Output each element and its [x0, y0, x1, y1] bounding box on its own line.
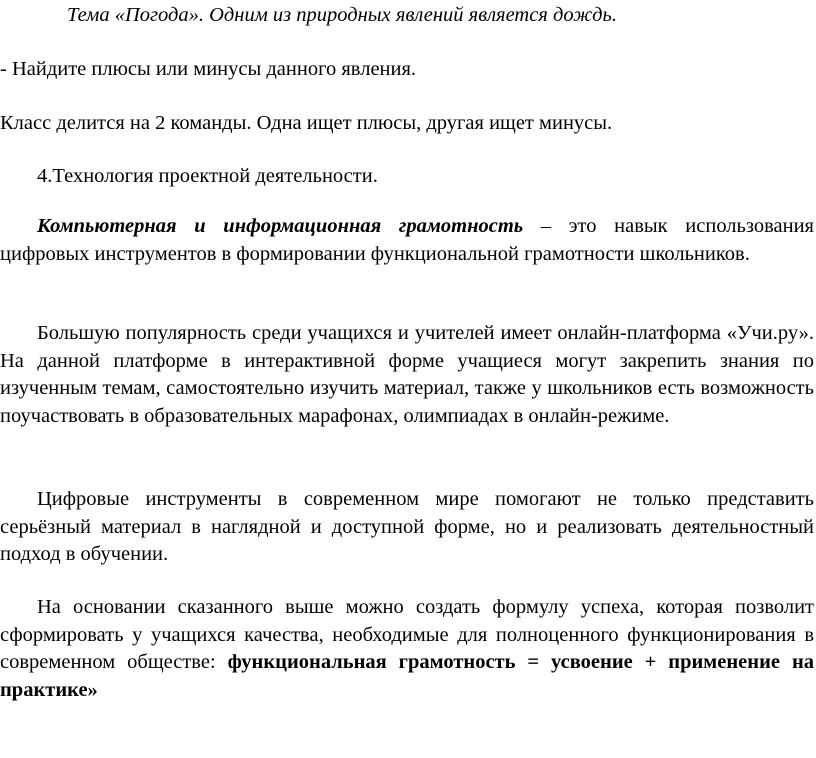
- conclusion-text: На основании сказанного выше можно создать формулу успеха, которая позволит сформировать у учащихся качества, необходимые для полноценного функционирования в современном обществе:: [0, 596, 814, 673]
- conclusion-paragraph: [0, 594, 814, 704]
- computer-literacy-term: Компьютерная и информационная грамотность: [37, 215, 524, 237]
- topic-line: Тема «Погода». Одним из природных явлений является дождь.: [67, 4, 617, 26]
- class-line: Класс делится на 2 команды. Одна ищет плюсы, другая ищет минусы.: [0, 112, 613, 134]
- success-formula: функциональная грамотность = усвоение + применение на практике»: [0, 651, 814, 701]
- task-line: - Найдите плюсы или минусы данного явления.: [0, 58, 417, 80]
- tech-heading: 4.Технология проектной деятельности.: [37, 165, 378, 187]
- computer-literacy-paragraph: [0, 213, 814, 268]
- computer-literacy-definition: – это навык использования цифровых инструментов в формировании функциональной грамотности школьников.: [0, 215, 814, 265]
- digital-tools-paragraph: Цифровые инструменты в современном мире помогают не только представить серьёзный материал в наглядной и доступной форме, но и реализовать деятельностный подход в обучении.: [0, 488, 814, 565]
- uchi-paragraph: Большую популярность среди учащихся и учителей имеет онлайн-платформа «Учи.ру». На данной платформе в интерактивной форме учащиеся могут закрепить знания по изученным темам, самостоятельно изучить материал, также у школьников есть возможность поучаствовать в образовательных марафонах, олимпиадах в онлайн-режиме.: [0, 322, 814, 427]
